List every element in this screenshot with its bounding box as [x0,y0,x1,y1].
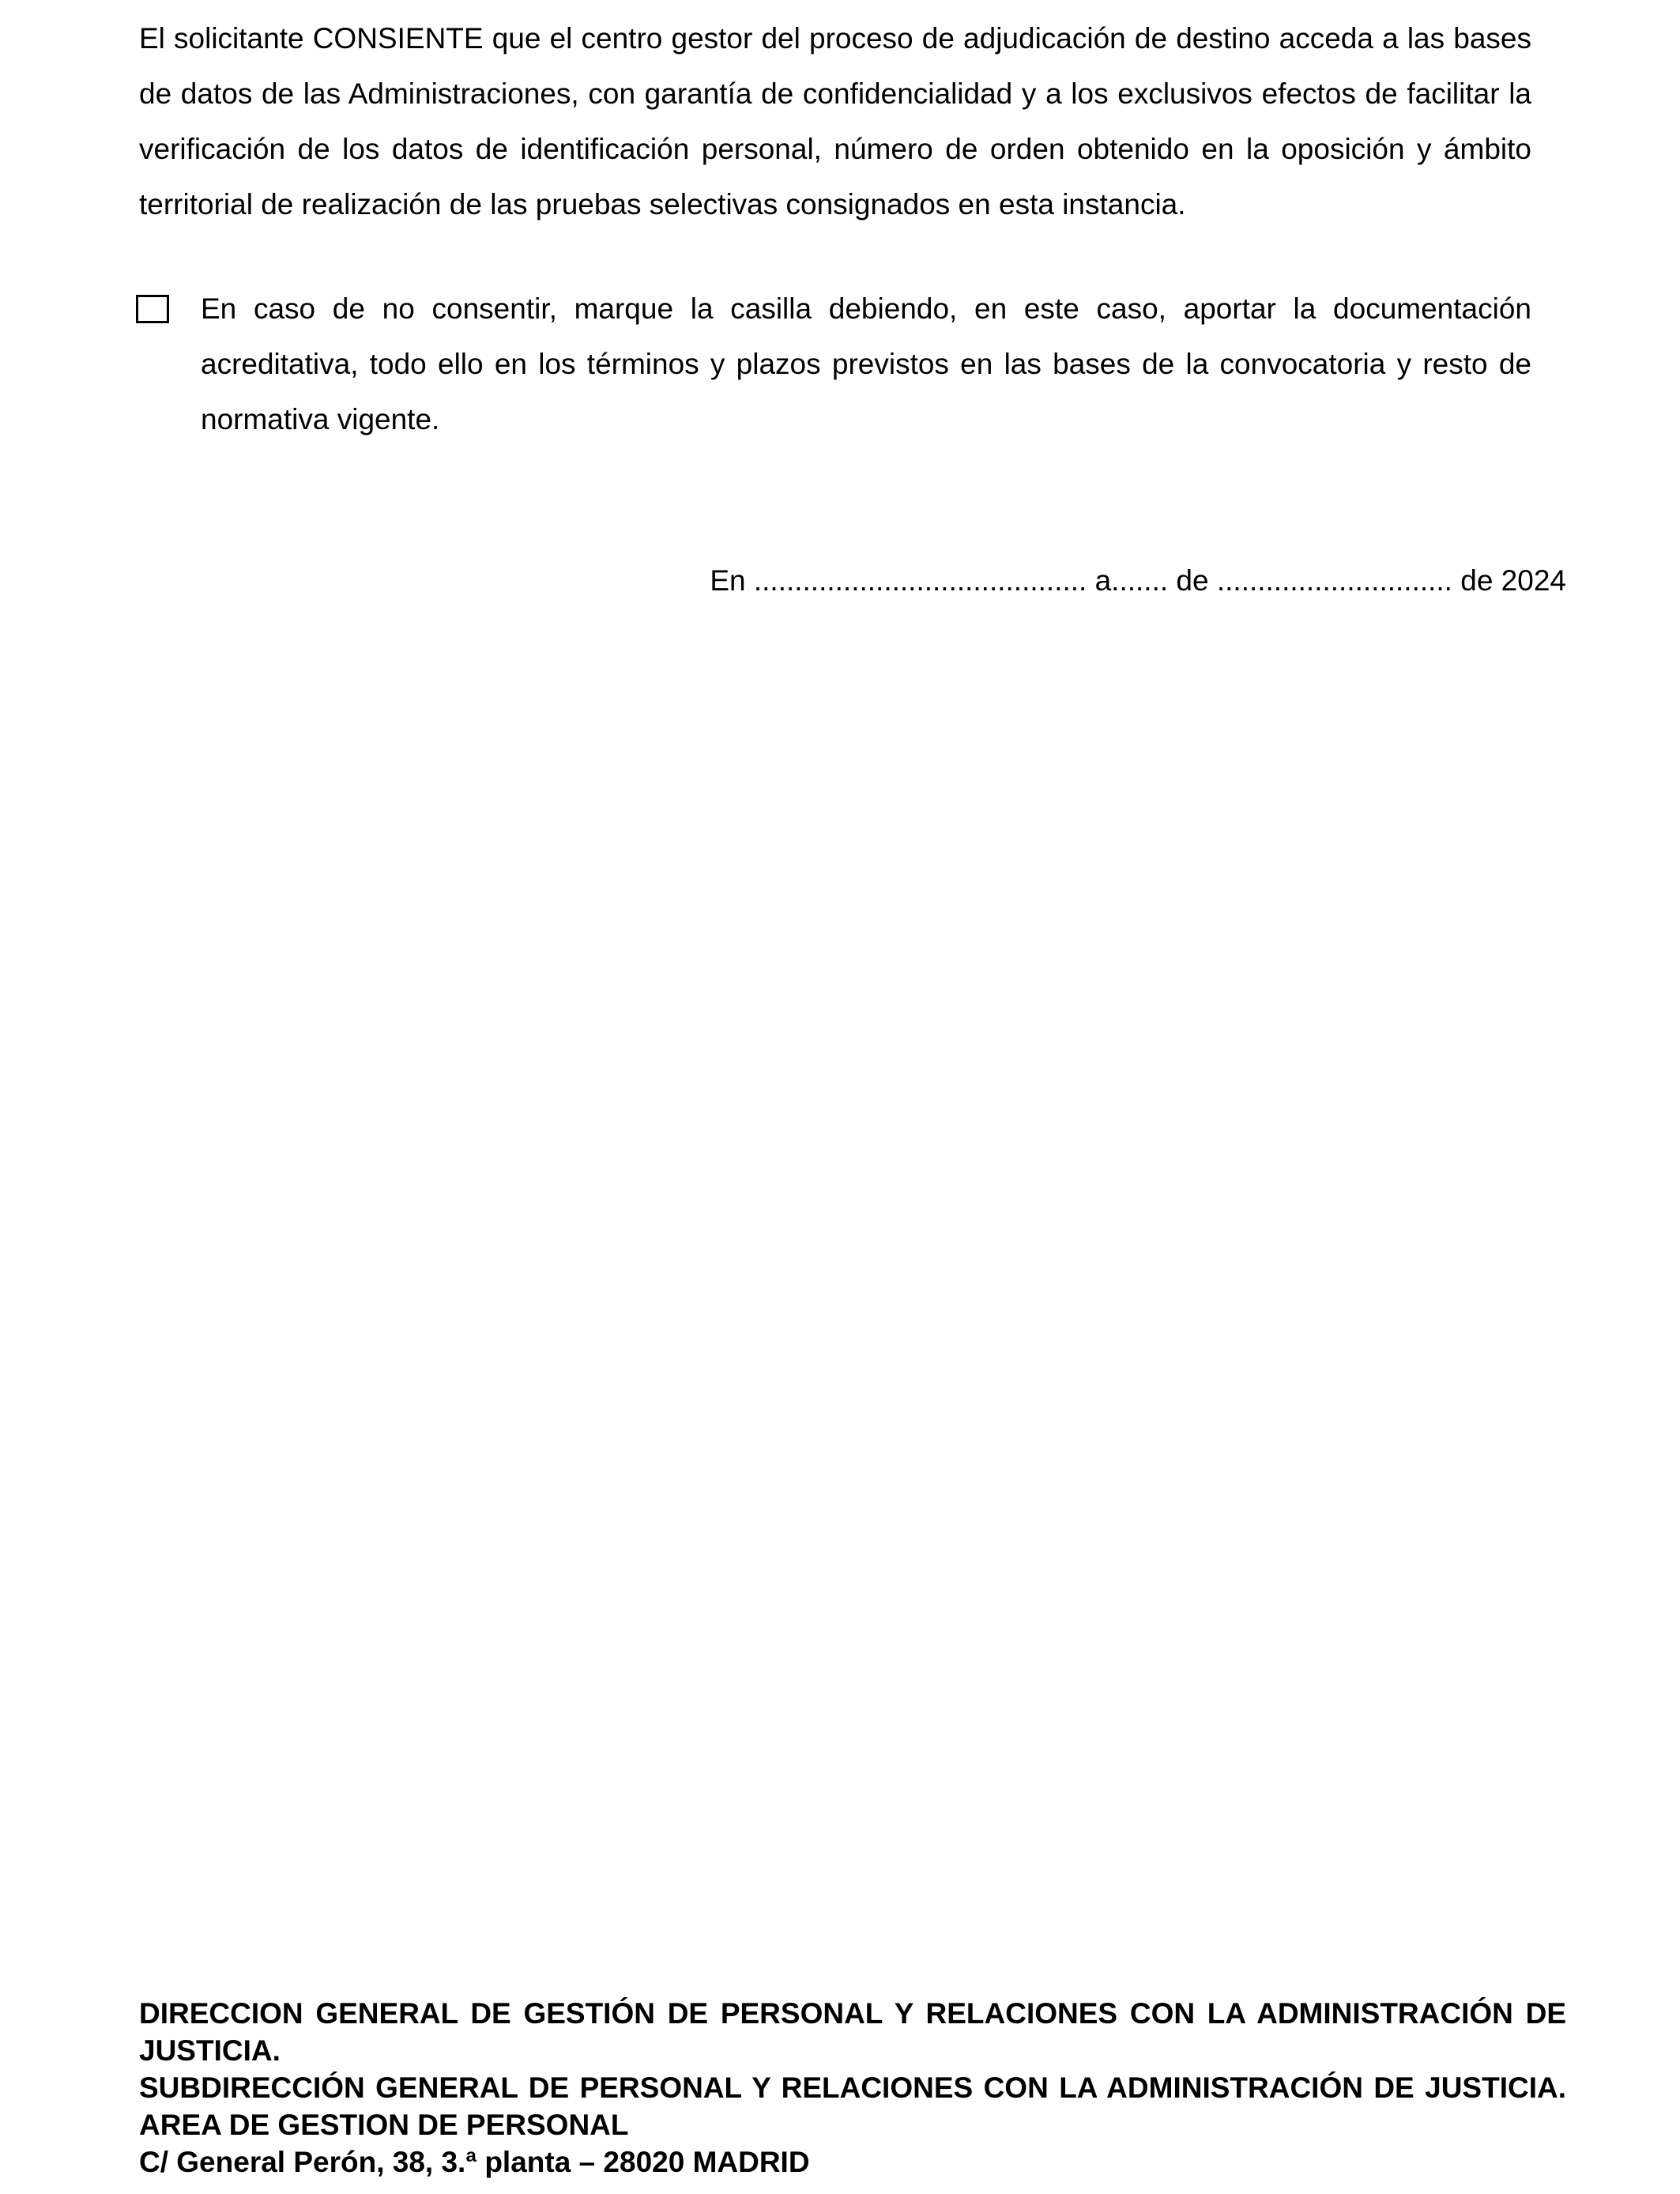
footer-address: C/ General Perón, 38, 3.ª planta – 28020 MADRID [139,2146,810,2178]
consent-paragraph: El solicitante CONSIENTE que el centro gestor del proceso de adjudicación de destino acceda a las bases de datos de las Administraciones, con garantía de confidencialidad y a los exclusivos efectos de facilitar la verificación de los datos de identificación personal, número de orden obtenido en la oposición y ámbito territorial de realización de las pruebas selectivas consignados en esta instancia. [139,22,1531,221]
footer-dg-name: DIRECCION GENERAL DE GESTIÓN DE PERSONAL Y RELACIONES CON LA ADMINISTRACIÓN DE JUSTICIA. [139,1997,1566,2067]
opt-out-checkbox[interactable] [136,295,169,323]
place-date-line: En ......................................... a....... de ............................. de 2024 [710,564,1566,597]
opt-out-text: En caso de no consentir, marque la casilla debiendo, en este caso, aportar la documentación acreditativa, todo ello en los términos y plazos previstos en las bases de la convocatoria y resto de normativa vigente. [201,292,1531,435]
footer-sg-name: SUBDIRECCIÓN GENERAL DE PERSONAL Y RELACIONES CON LA ADMINISTRACIÓN DE JUSTICIA. AREA DE GESTION DE PERSONAL [139,2071,1566,2141]
footer-address-block [139,1995,1566,2181]
